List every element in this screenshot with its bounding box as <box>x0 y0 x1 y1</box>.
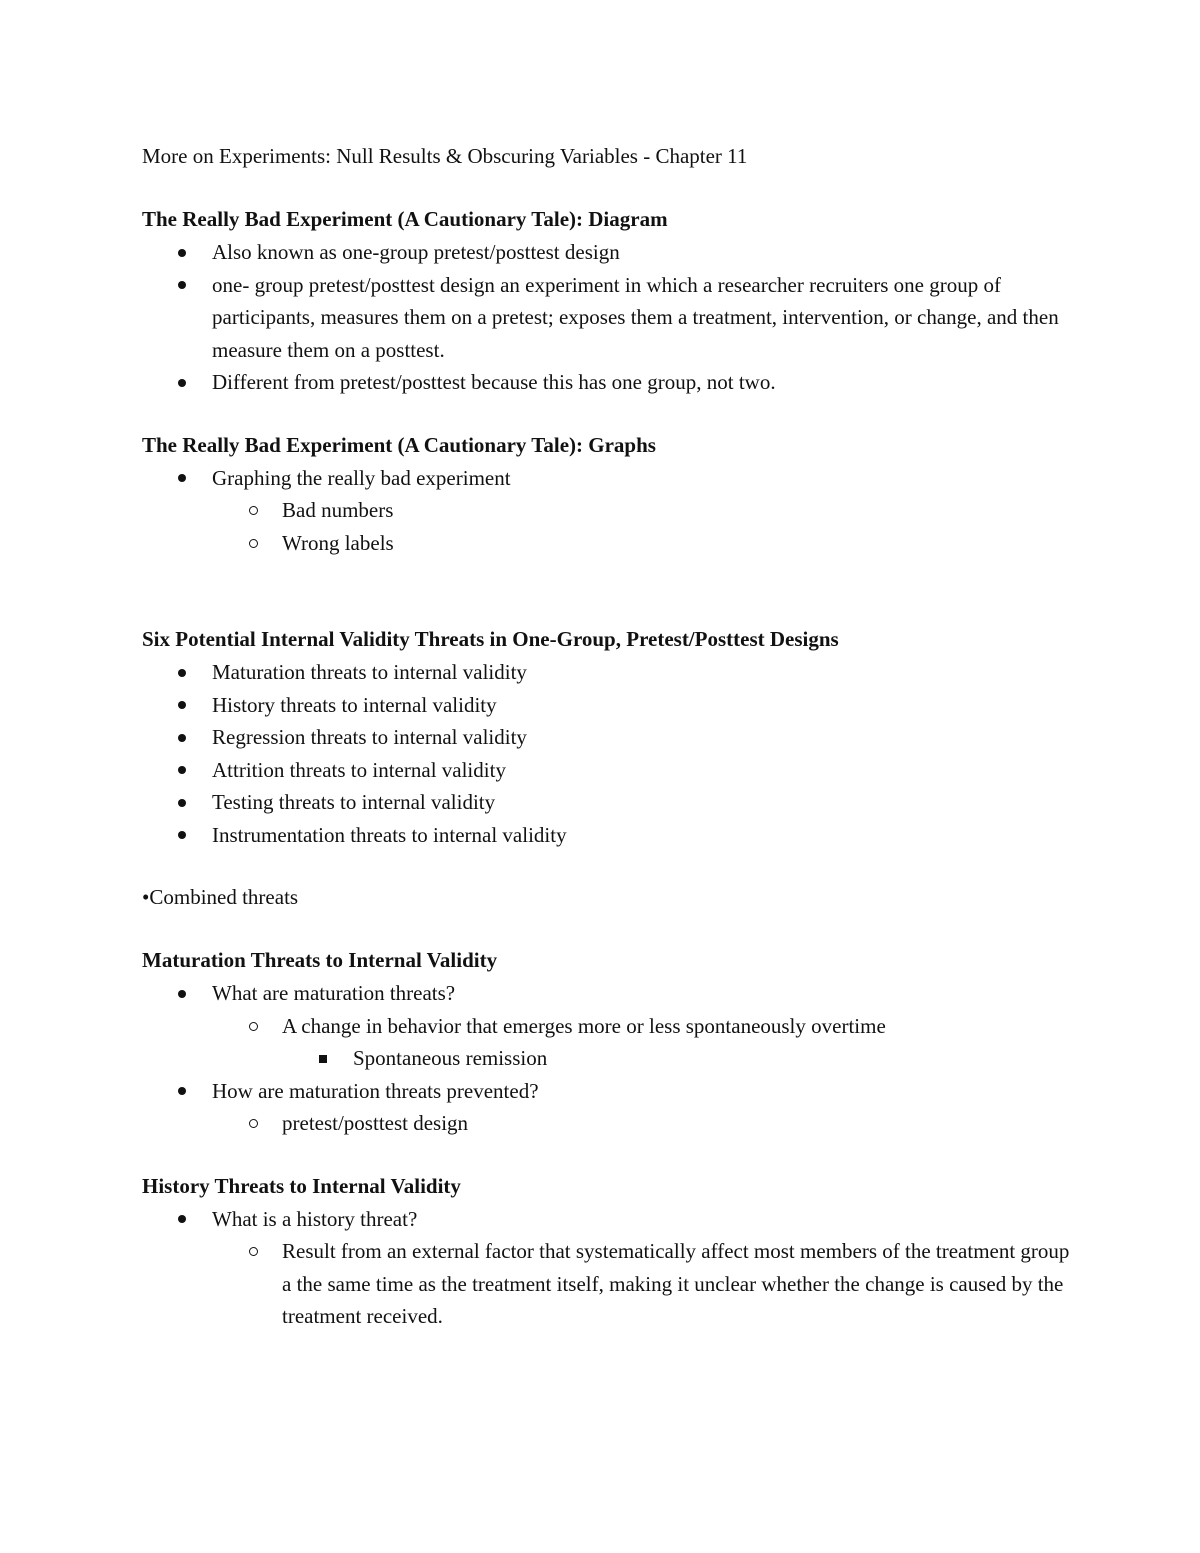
list-item-text: How are maturation threats prevented? <box>212 1078 539 1103</box>
section-heading-maturation: Maturation Threats to Internal Validity <box>142 948 498 972</box>
sub-sub-list-item <box>142 1042 1072 1075</box>
section-heading-diagram: The Really Bad Experiment (A Cautionary Tale): Diagram <box>142 207 668 231</box>
section-maturation <box>142 944 1072 1140</box>
section-graphs <box>142 429 1072 560</box>
bullet-dot-icon <box>178 462 186 495</box>
sub-list-item-text: Wrong labels <box>282 530 394 555</box>
section-heading-six-threats: Six Potential Internal Validity Threats in One-Group, Pretest/Posttest Designs <box>142 627 839 651</box>
list-item <box>142 462 1072 495</box>
section-combined <box>142 881 1072 914</box>
document-title: More on Experiments: Null Results & Obscuring Variables - Chapter 11 <box>142 144 748 168</box>
bullet-dot-icon <box>178 1203 186 1236</box>
sub-list-item-text: Result from an external factor that systematically affect most members of the treatment group a the same time as the treatment itself, making it unclear whether the change is caused by the treatment received. <box>282 1239 1070 1328</box>
section-history <box>142 1170 1072 1333</box>
section-six-threats <box>142 623 1072 851</box>
document-page <box>142 140 1072 1333</box>
sub-list-item <box>142 1107 1072 1140</box>
list-item-text: Instrumentation threats to internal validity <box>212 822 567 847</box>
list-item <box>142 786 1072 819</box>
bullet-square-icon <box>319 1042 327 1075</box>
section-heading-graphs: The Really Bad Experiment (A Cautionary Tale): Graphs <box>142 432 656 457</box>
bullet-circle-icon <box>249 1235 258 1268</box>
section-diagram <box>142 203 1072 399</box>
list-item <box>142 1203 1072 1236</box>
list-item-text: one- group pretest/posttest design an experiment in which a researcher recruiters one group of participants, measures them on a pretest; exposes them a treatment, intervention, or change, and then measure them on a posttest. <box>212 272 1059 362</box>
list-item-text: Different from pretest/posttest because this has one group, not two. <box>212 370 776 394</box>
bullet-dot-icon <box>178 236 186 269</box>
list-item <box>142 366 1072 399</box>
bullet-circle-icon <box>249 1107 258 1140</box>
bullet-dot-icon <box>178 786 186 819</box>
list-item <box>142 721 1072 754</box>
sub-list-item <box>142 494 1072 527</box>
bullet-circle-icon <box>249 1010 258 1043</box>
sub-list-item-text: Bad numbers <box>282 498 394 522</box>
bullet-circle-icon <box>249 494 258 527</box>
list-item <box>142 656 1072 689</box>
sub-list-item-text: A change in behavior that emerges more or less spontaneously overtime <box>282 1013 886 1038</box>
list-item-text: Graphing the really bad experiment <box>212 465 511 490</box>
bullet-dot-icon <box>178 754 186 787</box>
list-item-text: History threats to internal validity <box>212 692 497 717</box>
bullet-dot-icon <box>178 977 186 1010</box>
list-item-text: Testing threats to internal validity <box>212 790 496 814</box>
combined-threats-text: •Combined threats <box>142 885 299 909</box>
sub-list-item-text: pretest/posttest design <box>282 1111 469 1135</box>
bullet-dot-icon <box>178 819 186 852</box>
list-item <box>142 754 1072 787</box>
sub-list-item <box>142 1010 1072 1043</box>
list-item <box>142 236 1072 269</box>
list-item-text: What are maturation threats? <box>212 981 456 1005</box>
bullet-circle-icon <box>249 527 258 560</box>
bullet-dot-icon <box>178 269 186 302</box>
bullet-dot-icon <box>178 366 186 399</box>
list-item <box>142 689 1072 722</box>
list-item-text: Attrition threats to internal validity <box>212 757 506 782</box>
bullet-dot-icon <box>178 721 186 754</box>
list-item <box>142 1075 1072 1108</box>
list-item <box>142 819 1072 852</box>
list-item-text: What is a history threat? <box>212 1206 418 1231</box>
list-item-text: Maturation threats to internal validity <box>212 660 527 684</box>
list-item-text: Also known as one-group pretest/posttest design <box>212 240 620 264</box>
list-item-text: Regression threats to internal validity <box>212 725 527 749</box>
bullet-dot-icon <box>178 656 186 689</box>
bullet-dot-icon <box>178 1075 186 1108</box>
sub-list-item <box>142 527 1072 560</box>
list-item <box>142 977 1072 1010</box>
sub-list-item <box>142 1235 1072 1333</box>
sub-sub-list-item-text: Spontaneous remission <box>353 1046 548 1070</box>
section-heading-history: History Threats to Internal Validity <box>142 1173 461 1198</box>
bullet-dot-icon <box>178 689 186 722</box>
list-item <box>142 269 1072 367</box>
